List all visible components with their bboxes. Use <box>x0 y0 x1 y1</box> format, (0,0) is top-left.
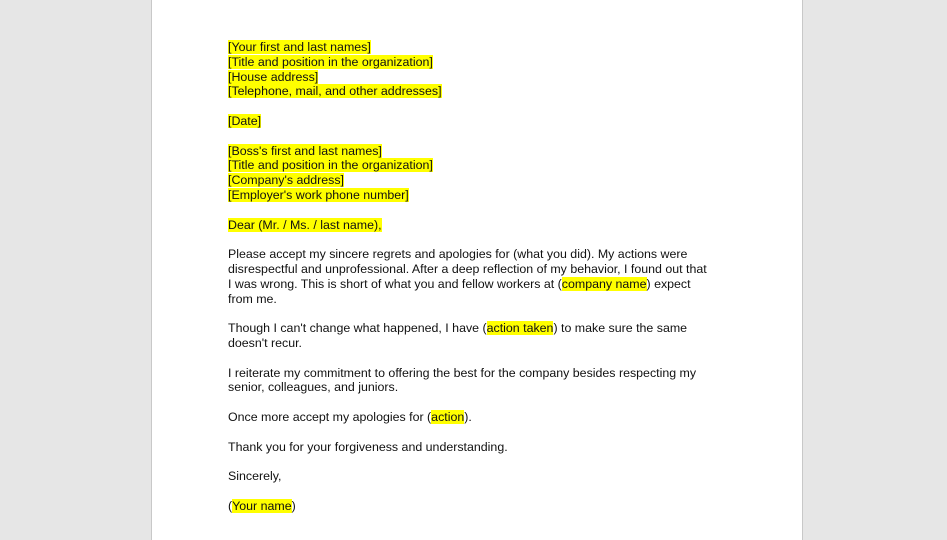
paragraph-line <box>228 277 738 292</box>
letter-date: [Date] <box>228 113 262 128</box>
paragraph-action <box>228 321 738 351</box>
text-segment: I was wrong. This is short of what you and fellow workers at ( <box>228 276 562 291</box>
paragraph-apology <box>228 247 738 306</box>
text-segment: Once more accept my apologies for ( <box>228 409 432 424</box>
sender-address: [House address] <box>228 69 319 84</box>
paragraph-apology-repeat <box>228 410 738 425</box>
employer-phone: [Employer's work phone number] <box>228 187 409 202</box>
recipient-block <box>228 144 738 203</box>
company-address: [Company's address] <box>228 173 344 188</box>
salutation: Dear (Mr. / Ms. / last name), <box>228 217 382 232</box>
paragraph-line: from me. <box>228 291 277 306</box>
paragraph-line: disrespectful and unprofessional. After a deep reflection of my behavior, I found out that <box>228 261 707 276</box>
paragraph-thanks: Thank you for your forgiveness and understanding. <box>228 439 508 454</box>
text-segment: ) to make sure the same <box>553 321 688 336</box>
text-segment: ( <box>228 498 233 513</box>
recipient-name: [Boss's first and last names] <box>228 143 382 158</box>
closing: Sincerely, <box>228 469 282 484</box>
paragraph-line: Please accept my sincere regrets and apologies for (what you did). My actions were <box>228 247 688 262</box>
document-page[interactable] <box>151 0 803 540</box>
sender-block <box>228 40 738 99</box>
text-segment: ) expect <box>646 276 691 291</box>
signature <box>228 499 738 514</box>
letter-body <box>228 40 738 514</box>
recipient-title: [Title and position in the organization] <box>228 158 433 173</box>
sender-name: [Your first and last names] <box>228 40 371 54</box>
text-segment: ) <box>291 498 296 513</box>
placeholder-company-name: company name <box>561 276 647 291</box>
placeholder-action: action <box>431 409 465 424</box>
placeholder-your-name: Your name <box>232 498 292 513</box>
paragraph-line: doesn't recur. <box>228 335 302 350</box>
paragraph-commitment <box>228 366 738 396</box>
sender-title: [Title and position in the organization] <box>228 54 433 69</box>
placeholder-action-taken: action taken <box>486 321 554 336</box>
text-segment: ). <box>464 409 472 424</box>
paragraph-line: I reiterate my commitment to offering the best for the company besides respecting my <box>228 365 697 380</box>
paragraph-line: senior, colleagues, and juniors. <box>228 380 399 395</box>
sender-contacts: [Telephone, mail, and other addresses] <box>228 84 442 99</box>
text-segment: Though I can't change what happened, I have ( <box>228 321 487 336</box>
paragraph-line <box>228 321 738 336</box>
